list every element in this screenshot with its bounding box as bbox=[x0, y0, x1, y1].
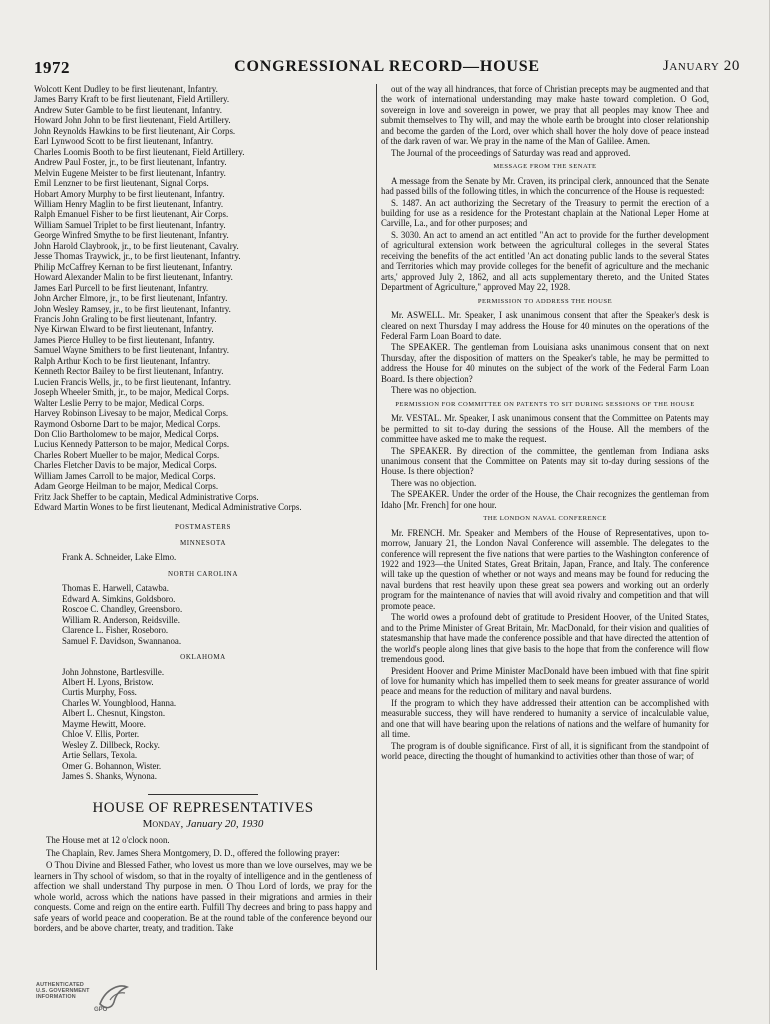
stamp-text bbox=[36, 982, 90, 1001]
paragraph: There was no objection. bbox=[391, 477, 477, 488]
paragraph: out of the way all hindrances, that force of Christian precepts may be augmented and that the work of international understanding may make haste toward completion. O God, sovereign in love and sovereign in power, we pray that all peoples may know Thee and submit themselves to Thy will, and may the whole earth be brought into closer relationship and become the garden of the Lord, over which shall hover the holy dove of peace instead of the dark raven of war. We pray in the name of the Man of Galilee. Amen. bbox=[381, 84, 709, 147]
nomination-entry: Francis John Graling to be first lieutenant, Infantry. bbox=[34, 313, 217, 324]
section-heading: PERMISSION TO ADDRESS THE HOUSE bbox=[477, 297, 613, 305]
nomination-entry: William James Carroll to be major, Medical Corps. bbox=[34, 470, 216, 481]
postmaster-entry: Mayme Hewitt, Moore. bbox=[62, 718, 146, 729]
postmaster-entry: Samuel F. Davidson, Swannanoa. bbox=[62, 635, 182, 646]
nomination-entry: Ralph Arthur Koch to be first lieutenant, Infantry. bbox=[34, 355, 211, 366]
postmaster-entry: Albert L. Chesnut, Kingston. bbox=[62, 708, 166, 719]
paragraph: The House met at 12 o'clock noon. bbox=[46, 835, 170, 846]
stamp-gpo: GPO bbox=[94, 1007, 108, 1013]
session-date bbox=[34, 819, 372, 829]
nomination-entry: Joseph Wheeler Smith, jr., to be major, Medical Corps. bbox=[34, 387, 229, 398]
right-column-text bbox=[381, 84, 709, 762]
nomination-entry: Howard Alexander Malin to be first lieutenant, Infantry. bbox=[34, 272, 233, 283]
paragraph: A message from the Senate by Mr. Craven, its principal clerk, announced that the Senate had passed bills of the following titles, in which the concurrence of the House is requested: bbox=[381, 175, 709, 197]
nomination-entry: Wolcott Kent Dudley to be first lieutenant, Infantry. bbox=[34, 84, 218, 94]
postmaster-entry: Charles W. Youngblood, Hanna. bbox=[62, 697, 177, 708]
nomination-entry: Samuel Wayne Smithers to be first lieutenant, Infantry. bbox=[34, 345, 229, 356]
postmaster-entry: Clarence L. Fisher, Roseboro. bbox=[62, 625, 169, 636]
nominations-list bbox=[34, 84, 372, 492]
paragraph: S. 1487. An act authorizing the Secretary of the Treasury to permit the erection of a building for use as a residence for the Protestant chaplain at the National Leper Home at Carville, La., and for other purposes; and bbox=[381, 197, 709, 229]
section-heading: MESSAGE FROM THE SENATE bbox=[493, 163, 597, 171]
postmaster-entry: Thomas E. Harwell, Catawba. bbox=[62, 583, 169, 594]
state-heading: NORTH CAROLINA bbox=[167, 569, 238, 578]
nomination-entry: Ralph Emanuel Fisher to be first lieutenant, Air Corps. bbox=[34, 209, 229, 220]
paragraph: If the program to which they have addressed their attention can be accomplished with measurable success, they will have rendered to humanity a service of incalculable value, and one that will have bearing upon the relations of nations and the welfare of humanity for all time. bbox=[381, 697, 709, 740]
proceedings-text bbox=[34, 835, 372, 933]
nomination-entry: Lucien Francis Wells, jr., to be first lieutenant, Infantry. bbox=[34, 376, 231, 387]
nomination-entry: Charles Fletcher Davis to be major, Medical Corps. bbox=[34, 460, 217, 471]
section-heading: THE LONDON NAVAL CONFERENCE bbox=[483, 515, 607, 523]
postmaster-entry: John Johnstone, Bartlesville. bbox=[62, 666, 165, 677]
nomination-entry: Melvin Eugene Meister to be first lieutenant, Infantry. bbox=[34, 167, 226, 178]
postmaster-entry: Edward A. Simkins, Goldsboro. bbox=[62, 593, 176, 604]
session-date-text: January 20, 1930 bbox=[183, 818, 264, 830]
postmaster-entry: James S. Shanks, Wynona. bbox=[62, 771, 157, 782]
nomination-entry: Fritz Jack Sheffer to be captain, Medical Administrative Corps. bbox=[34, 491, 259, 502]
nomination-entry: John Reynolds Hawkins to be first lieutenant, Air Corps. bbox=[34, 125, 236, 136]
page-title: CONGRESSIONAL RECORD—HOUSE bbox=[234, 58, 540, 75]
nomination-entry: Lucius Kennedy Patterson to be major, Medical Corps. bbox=[34, 439, 230, 450]
nomination-entry: Nye Kirwan Elward to be first lieutenant, Infantry. bbox=[34, 324, 214, 335]
paragraph: The world owes a profound debt of gratitude to President Hoover, of the United States, and to the Prime Minister of Great Britain, Mr. MacDonald, for their vision and qualities of statesmanship that have made the conference possible and that have directed the attention of the world's people along lines that give basis to the hope that from the conference will flow tremendous good. bbox=[381, 612, 709, 665]
nomination-entry: John Wesley Ramsey, jr., to be first lieutenant, Infantry. bbox=[34, 303, 231, 314]
paragraph: S. 3030. An act to amend an act entitled "An act to provide for the further development of agricultural extension work between the agricultural colleges in the several States receiving the benefits of the act entitled 'An act donating public lands to the several States and Territories which may provide colleges for the benefit of agriculture and the mechanic arts,' approved July 2, 1862, and all acts supplementary thereto, and the United States Department of Agriculture," approved May 22, 1928. bbox=[381, 229, 709, 293]
session-day: Monday, bbox=[142, 818, 184, 830]
nomination-entry: Earl Lynwood Scott to be first lieutenant, Infantry. bbox=[34, 136, 214, 147]
section-rule bbox=[148, 794, 258, 795]
state-heading: MINNESOTA bbox=[179, 539, 227, 548]
paragraph: Mr. ASWELL. Mr. Speaker, I ask unanimous consent that after the Speaker's desk is cleared on next Thursday I may address the House for 40 minutes on the operations of the Federal Farm Loan Board to date. bbox=[381, 310, 709, 341]
section-heading: PERMISSION FOR COMMITTEE ON PATENTS TO SIT DURING SESSIONS OF THE HOUSE bbox=[395, 400, 695, 408]
postmaster-entry: William R. Anderson, Reidsville. bbox=[62, 614, 180, 625]
stamp-line: U.S. GOVERNMENT bbox=[36, 988, 90, 995]
paragraph: Mr. FRENCH. Mr. Speaker and Members of the House of Representatives, upon to-morrow, January 21, the London Naval Conference will assemble. The delegates to the conference will represent the five nations that were parties to the Washington conference of 1922 and 1923—the United States, Great Britain, Japan, France, and Italy. The conference will take up the question of whether or not ways and means may be found for reducing the naval burdens that rest heavily upon these great sea powers and working out an orderly program for the maintenance of navies that will avoid rivalry and competition and that will promote peace. bbox=[381, 527, 709, 611]
nomination-entry: John Archer Elmore, jr., to be first lieutenant, Infantry. bbox=[34, 293, 228, 304]
nomination-entry: Don Clio Bartholomew to be major, Medical Corps. bbox=[34, 428, 219, 439]
postmasters-heading: POSTMASTERS bbox=[174, 522, 231, 531]
postmaster-entry: Frank A. Schneider, Lake Elmo. bbox=[62, 552, 177, 563]
nomination-entry: James Barry Kraft to be first lieutenant, Field Artillery. bbox=[34, 94, 230, 105]
paragraph: President Hoover and Prime Minister MacDonald have been imbued with that fine spirit of love for humanity which has impelled them to seek means for greater assurance of world peace and means for the reduction of military and naval burdens. bbox=[381, 665, 709, 697]
stamp-line: AUTHENTICATED bbox=[36, 982, 85, 988]
nomination-entry: Edward Martin Wones to be first lieutenant, Medical Administrative Corps. bbox=[34, 502, 302, 513]
nomination-entry: Hobart Amory Murphy to be first lieutenant, Infantry. bbox=[34, 188, 225, 199]
nomination-entry: Philip McCaffrey Kernan to be first lieutenant, Infantry. bbox=[34, 261, 233, 272]
authentication-stamp bbox=[36, 982, 136, 1022]
nomination-entry: Raymond Osborne Dart to be major, Medical Corps. bbox=[34, 418, 221, 429]
postmaster-entry: Artie Sellars, Texola. bbox=[62, 750, 138, 761]
page-header bbox=[34, 58, 740, 80]
nomination-entry: Emil Lenzner to be first lieutenant, Signal Corps. bbox=[34, 178, 209, 189]
postmaster-entry: Curtis Murphy, Foss. bbox=[62, 687, 137, 698]
paragraph: O Thou Divine and Blessed Father, who lovest us more than we love ourselves, may we be learners in Thy school of wisdom, so that in the royalty of intelligence and in the gentleness of affection we shall understand Thy purpose in men. O Thou Lord of lords, we pray for the whole world, across which the nations have passed in their migrations and armies in their conquests. Come and reign on the entire earth. Fulfill Thy decrees and bring to pass happy and safe years of world peace and cooperation. Be at the round table of the conference beyond our borders, and be above charter, treaty, and tradition. Take bbox=[34, 860, 372, 934]
paragraph: The Journal of the proceedings of Saturday was read and approved. bbox=[391, 147, 631, 158]
paragraph: The SPEAKER. Under the order of the House, the Chair recognizes the gentleman from Idaho [Mr. French] for one hour. bbox=[381, 489, 709, 510]
paragraph: There was no objection. bbox=[391, 385, 477, 396]
nomination-entry: Charles Robert Mueller to be major, Medical Corps. bbox=[34, 449, 220, 460]
nomination-entry: Kenneth Rector Bailey to be first lieutenant, Infantry. bbox=[34, 366, 224, 377]
nomination-entry: Harvey Robinson Livesay to be major, Medical Corps. bbox=[34, 408, 229, 419]
stamp-line: INFORMATION bbox=[36, 994, 76, 1001]
nomination-entry: George Winfred Smythe to be first lieutenant, Infantry. bbox=[34, 230, 229, 241]
right-column bbox=[381, 84, 709, 763]
nomination-entry: John Harold Claybrook, jr., to be first lieutenant, Cavalry. bbox=[34, 240, 239, 251]
paragraph: The Chaplain, Rev. James Shera Montgomery, D. D., offered the following prayer: bbox=[46, 847, 340, 858]
nomination-entry: Adam George Heilman to be major, Medical Corps. bbox=[34, 481, 219, 492]
paragraph: The SPEAKER. By direction of the committee, the gentleman from Indiana asks unanimous consent that the Committee on Patents may sit to-day during sessions of the House. Is there objection? bbox=[381, 445, 709, 477]
nomination-entry: James Earl Purcell to be first lieutenant, Infantry. bbox=[34, 282, 209, 293]
postmaster-entry: Albert H. Lyons, Bristow. bbox=[62, 677, 154, 688]
nomination-entry: Charles Loomis Booth to be first lieutenant, Field Artillery. bbox=[34, 146, 245, 157]
page-date: January 20 bbox=[662, 58, 740, 74]
postmasters-list bbox=[34, 538, 372, 782]
paragraph: Mr. VESTAL. Mr. Speaker, I ask unanimous consent that the Committee on Patents may be permitted to sit to-day during the sessions of the House. All the members of the committee have asked me to make the request. bbox=[381, 413, 709, 445]
nomination-entry: Andrew Suter Gamble to be first lieutenant, Infantry. bbox=[34, 104, 222, 115]
left-column bbox=[34, 84, 372, 936]
postmaster-entry: Wesley Z. Dillbeck, Rocky. bbox=[62, 739, 160, 750]
nomination-entry: William Henry Maglin to be first lieutenant, Infantry. bbox=[34, 198, 224, 209]
postmaster-entry: Omer G. Bohannon, Wister. bbox=[62, 760, 162, 771]
nomination-entry: Walter Leslie Perry to be major, Medical Corps. bbox=[34, 397, 205, 408]
nominations-wrapped-list bbox=[34, 492, 372, 513]
house-heading: HOUSE OF REPRESENTATIVES bbox=[92, 799, 314, 816]
nomination-entry: Jesse Thomas Traywick, jr., to be first lieutenant, Infantry. bbox=[34, 251, 241, 262]
postmaster-entry: Roscoe C. Chandley, Greensboro. bbox=[62, 604, 183, 615]
nomination-entry: William Samuel Triplet to be first lieutenant, Infantry. bbox=[34, 219, 226, 230]
nomination-entry: Howard John John to be first lieutenant, Field Artillery. bbox=[34, 115, 231, 126]
paragraph: The program is of double significance. First of all, it is significant from the standpoint of world peace, directing the thought of humankind to activities other than those of war; of bbox=[381, 740, 709, 762]
column-divider bbox=[376, 84, 377, 970]
nomination-entry: Andrew Paul Foster, jr., to be first lieutenant, Infantry. bbox=[34, 157, 227, 168]
paragraph: The SPEAKER. The gentleman from Louisiana asks unanimous consent that on next Thursday, after the disposition of matters on the Speaker's table, he may be permitted to address the House for 40 minutes on the subject of the work of the Federal Farm Loan Board. Is there objection? bbox=[381, 342, 709, 384]
nomination-entry: James Pierce Hulley to be first lieutenant, Infantry. bbox=[34, 334, 215, 345]
page-number: 1972 bbox=[34, 58, 70, 77]
state-heading: OKLAHOMA bbox=[180, 653, 226, 662]
postmaster-entry: Chloe V. Ellis, Porter. bbox=[62, 729, 140, 740]
